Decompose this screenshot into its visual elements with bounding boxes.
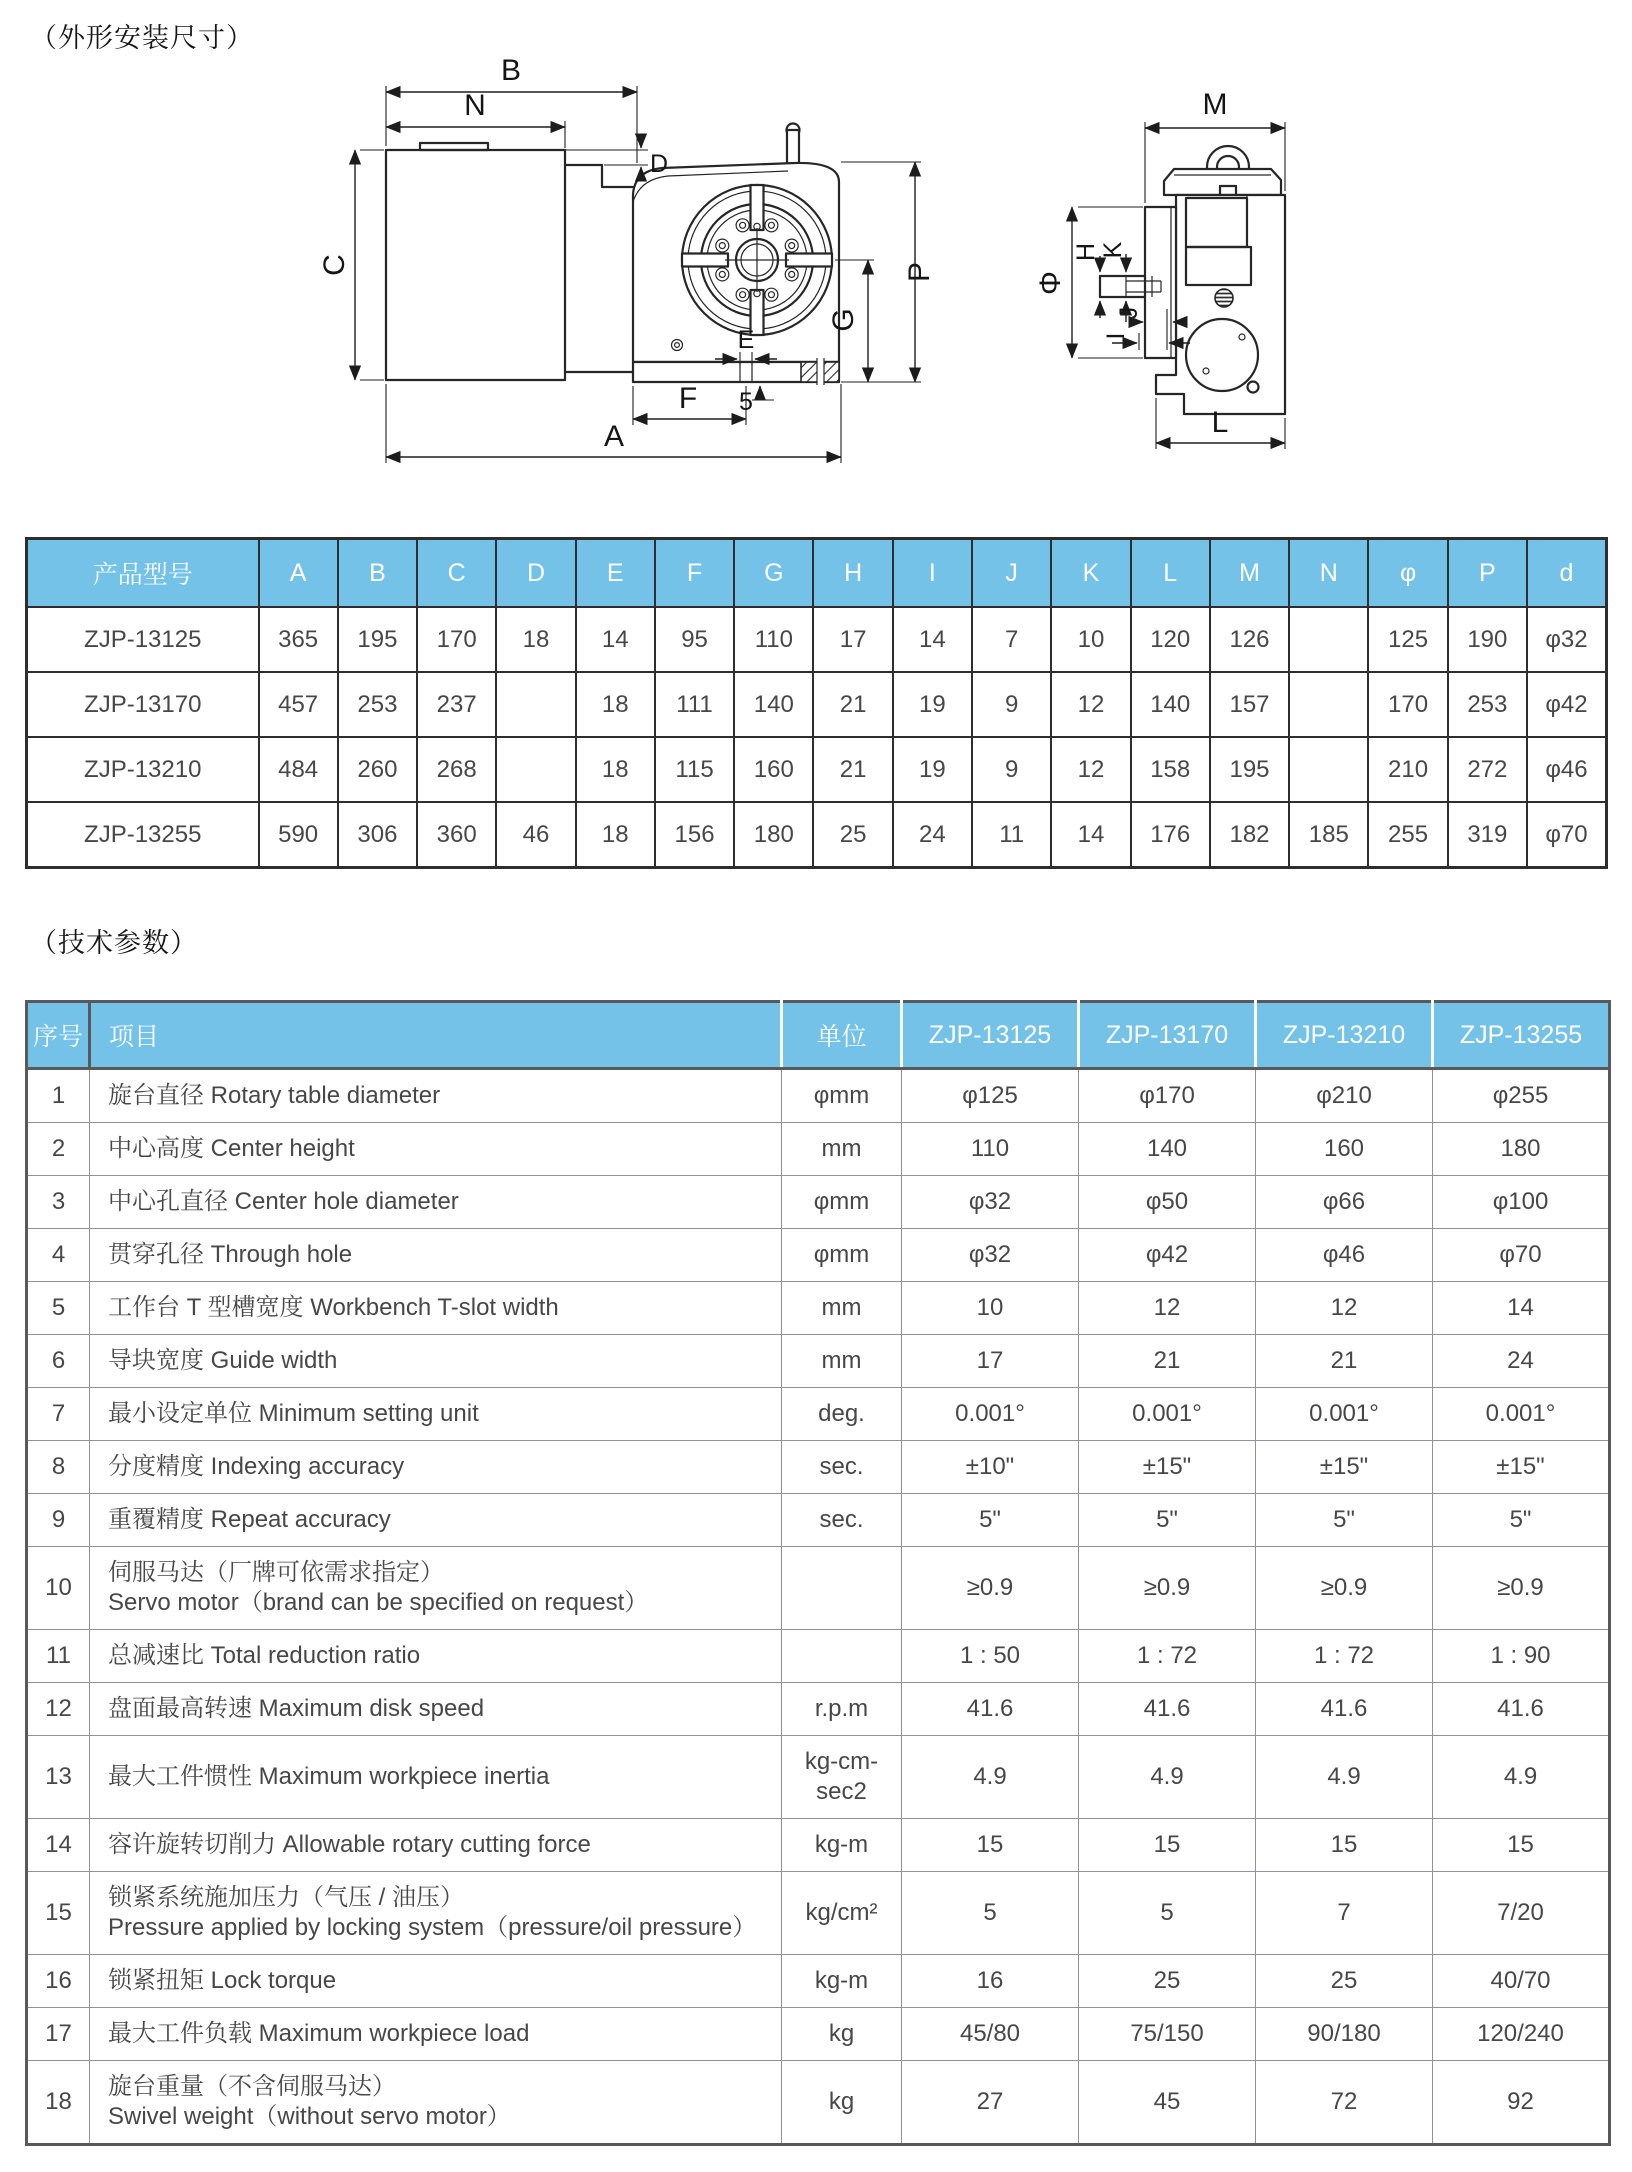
- dim-value-cell: 18: [576, 802, 655, 868]
- dim-table-row: [27, 672, 1607, 737]
- dim-label-b: B: [500, 54, 522, 87]
- outline-installation-drawing: [0, 0, 1632, 532]
- dim-value-cell: 120: [1131, 607, 1210, 672]
- param-no-cell: 17: [27, 2008, 90, 2061]
- param-no-cell: 4: [27, 1229, 90, 1282]
- dim-value-cell: 17: [813, 607, 892, 672]
- param-table-row: [27, 1229, 1610, 1282]
- rotary-table-face: [682, 185, 832, 335]
- param-item-line1: 重覆精度 Repeat accuracy: [108, 1506, 391, 1533]
- param-value-cell: 5": [1433, 1494, 1610, 1547]
- param-value-cell: 41.6: [1256, 1683, 1433, 1736]
- param-table-row: [27, 1683, 1610, 1736]
- dim-value-cell: 7: [972, 607, 1051, 672]
- param-value-cell: 4.9: [1079, 1736, 1256, 1819]
- param-value-cell: 15: [1079, 1819, 1256, 1872]
- dim-header-letter: J: [972, 539, 1051, 608]
- dim-label-n: N: [464, 89, 486, 122]
- param-item-cell: [90, 1069, 782, 1123]
- dim-header-letter: A: [259, 539, 338, 608]
- param-value-cell: φ32: [902, 1176, 1079, 1229]
- param-no-cell: 12: [27, 1683, 90, 1736]
- param-value-cell: φ125: [902, 1069, 1079, 1123]
- dim-value-cell: φ42: [1527, 672, 1607, 737]
- param-no-cell: 14: [27, 1819, 90, 1872]
- param-item-line1: 旋台直径 Rotary table diameter: [108, 1082, 441, 1109]
- param-item-cell: [90, 1955, 782, 2008]
- dim-value-cell: 21: [813, 672, 892, 737]
- param-value-cell: ±15": [1256, 1441, 1433, 1494]
- param-value-cell: 41.6: [1079, 1683, 1256, 1736]
- param-unit-cell: φmm: [782, 1069, 902, 1123]
- dim-table-header-row: [27, 539, 1607, 608]
- param-value-cell: 16: [902, 1955, 1079, 2008]
- param-value-cell: 45: [1079, 2061, 1256, 2145]
- param-no-cell: 6: [27, 1335, 90, 1388]
- param-value-cell: 160: [1256, 1123, 1433, 1176]
- param-value-cell: 5": [1079, 1494, 1256, 1547]
- dim-value-cell: 110: [734, 607, 813, 672]
- dim-value-cell: 268: [417, 737, 496, 802]
- dim-header-letter: M: [1210, 539, 1289, 608]
- param-value-cell: 15: [1433, 1819, 1610, 1872]
- param-no-cell: 1: [27, 1069, 90, 1123]
- model-name-cell: ZJP-13210: [27, 737, 259, 802]
- param-value-cell: 4.9: [1256, 1736, 1433, 1819]
- dim-value-cell: 19: [893, 737, 972, 802]
- side-view: [1034, 88, 1285, 449]
- dim-value-cell: 18: [576, 672, 655, 737]
- dim-value-cell: 11: [972, 802, 1051, 868]
- param-item-line1: 中心孔直径 Center hole diameter: [108, 1188, 459, 1215]
- dim-value-cell: 18: [576, 737, 655, 802]
- param-value-cell: ≥0.9: [1079, 1547, 1256, 1630]
- param-value-cell: 7/20: [1433, 1872, 1610, 1955]
- dim-label-i: I: [1102, 332, 1130, 340]
- param-value-cell: 41.6: [1433, 1683, 1610, 1736]
- dim-value-cell: 19: [893, 672, 972, 737]
- param-unit-cell: kg/cm²: [782, 1872, 902, 1955]
- dim-value-cell: 24: [893, 802, 972, 868]
- param-item-line1: 总减速比 Total reduction ratio: [108, 1642, 421, 1669]
- dim-value-cell: 126: [1210, 607, 1289, 672]
- param-item-cell: [90, 1819, 782, 1872]
- param-no-cell: 2: [27, 1123, 90, 1176]
- param-table-row: [27, 1955, 1610, 2008]
- param-value-cell: 4.9: [1433, 1736, 1610, 1819]
- dim-label-l: L: [1211, 406, 1229, 439]
- outline-dimensions-title: （外形安装尺寸）: [30, 23, 254, 53]
- dim-value-cell: [1289, 607, 1368, 672]
- param-unit-cell: sec.: [782, 1494, 902, 1547]
- param-table-row: [27, 1441, 1610, 1494]
- param-value-cell: 1 : 72: [1079, 1630, 1256, 1683]
- param-no-cell: 18: [27, 2061, 90, 2145]
- dim-value-cell: 272: [1448, 737, 1527, 802]
- dim-header-letter: F: [655, 539, 734, 608]
- param-unit-cell: kg-m: [782, 1819, 902, 1872]
- param-no-cell: 7: [27, 1388, 90, 1441]
- dim-value-cell: 21: [813, 737, 892, 802]
- dim-value-cell: [496, 672, 575, 737]
- param-no-cell: 15: [27, 1872, 90, 1955]
- param-item-cell: [90, 1123, 782, 1176]
- param-item-cell: [90, 1335, 782, 1388]
- param-unit-cell: φmm: [782, 1176, 902, 1229]
- param-item-line1: 锁紧扭矩 Lock torque: [108, 1967, 337, 1994]
- param-item-cell: [90, 2008, 782, 2061]
- param-value-cell: 5: [1079, 1872, 1256, 1955]
- dim-header-letter: C: [417, 539, 496, 608]
- dim-value-cell: 158: [1131, 737, 1210, 802]
- param-table-row: [27, 1069, 1610, 1123]
- dim-label-p: P: [903, 261, 936, 283]
- param-table-row: [27, 1872, 1610, 1955]
- dim-value-cell: 210: [1368, 737, 1447, 802]
- dim-value-cell: 170: [1368, 672, 1447, 737]
- param-header-model: ZJP-13170: [1079, 1002, 1256, 1069]
- dim-value-cell: 12: [1051, 737, 1130, 802]
- dim-value-cell: 157: [1210, 672, 1289, 737]
- param-unit-cell: deg.: [782, 1388, 902, 1441]
- param-item-line1: 导块宽度 Guide width: [108, 1347, 338, 1374]
- param-unit-cell: [782, 1630, 902, 1683]
- param-item-line1: 最大工件负载 Maximum workpiece load: [108, 2020, 530, 2047]
- param-value-cell: 5: [902, 1872, 1079, 1955]
- param-value-cell: ±15": [1433, 1441, 1610, 1494]
- dim-header-letter: E: [576, 539, 655, 608]
- param-value-cell: 140: [1079, 1123, 1256, 1176]
- dim-value-cell: 46: [496, 802, 575, 868]
- param-item-line1: 最大工件惯性 Maximum workpiece inertia: [108, 1763, 550, 1790]
- param-value-cell: 0.001°: [902, 1388, 1079, 1441]
- param-value-cell: 21: [1079, 1335, 1256, 1388]
- param-value-cell: 72: [1256, 2061, 1433, 2145]
- param-item-cell: [90, 2061, 782, 2145]
- dim-value-cell: 25: [813, 802, 892, 868]
- dim-label-phi: Φ: [1034, 271, 1067, 295]
- param-header-model: ZJP-13125: [902, 1002, 1079, 1069]
- param-value-cell: ≥0.9: [902, 1547, 1079, 1630]
- param-value-cell: 180: [1433, 1123, 1610, 1176]
- param-value-cell: 41.6: [902, 1683, 1079, 1736]
- param-no-cell: 5: [27, 1282, 90, 1335]
- dim-value-cell: 190: [1448, 607, 1527, 672]
- dim-header-letter: D: [496, 539, 575, 608]
- param-header-model: ZJP-13210: [1256, 1002, 1433, 1069]
- param-value-cell: ≥0.9: [1256, 1547, 1433, 1630]
- param-unit-cell: mm: [782, 1123, 902, 1176]
- dim-label-a: A: [603, 420, 625, 453]
- dim-header-letter: L: [1131, 539, 1210, 608]
- dimension-table: [25, 537, 1608, 869]
- dim-value-cell: 95: [655, 607, 734, 672]
- param-item-line1: 旋台重量（不含伺服马达）: [108, 2073, 396, 2100]
- model-name-cell: ZJP-13255: [27, 802, 259, 868]
- param-value-cell: 7: [1256, 1872, 1433, 1955]
- param-table-row: [27, 1335, 1610, 1388]
- param-no-cell: 3: [27, 1176, 90, 1229]
- param-item-line1: 锁紧系统施加压力（气压 / 油压）: [108, 1884, 465, 1911]
- param-value-cell: φ170: [1079, 1069, 1256, 1123]
- param-value-cell: φ70: [1433, 1229, 1610, 1282]
- dim-label-h: H: [1072, 242, 1100, 262]
- param-value-cell: 120/240: [1433, 2008, 1610, 2061]
- param-value-cell: 10: [902, 1282, 1079, 1335]
- dim-value-cell: [1289, 672, 1368, 737]
- dim-value-cell: 156: [655, 802, 734, 868]
- param-value-cell: 1 : 72: [1256, 1630, 1433, 1683]
- param-value-cell: 15: [902, 1819, 1079, 1872]
- param-table-row: [27, 2008, 1610, 2061]
- param-table-row: [27, 1736, 1610, 1819]
- param-item-cell: [90, 1229, 782, 1282]
- param-table-row: [27, 1388, 1610, 1441]
- param-unit-cell: sec.: [782, 1441, 902, 1494]
- param-value-cell: 0.001°: [1433, 1388, 1610, 1441]
- dim-value-cell: φ46: [1527, 737, 1607, 802]
- dim-value-cell: 14: [576, 607, 655, 672]
- param-header-item: 项目: [90, 1002, 782, 1069]
- dim-value-cell: 185: [1289, 802, 1368, 868]
- dim-value-cell: 125: [1368, 607, 1447, 672]
- dim-header-letter: N: [1289, 539, 1368, 608]
- param-no-cell: 10: [27, 1547, 90, 1630]
- dim-label-5: 5: [739, 388, 753, 416]
- param-value-cell: 12: [1079, 1282, 1256, 1335]
- dim-value-cell: 180: [734, 802, 813, 868]
- dim-table-row: [27, 737, 1607, 802]
- param-value-cell: 110: [902, 1123, 1079, 1176]
- dim-value-cell: [496, 737, 575, 802]
- dim-header-letter: B: [338, 539, 417, 608]
- dim-header-letter: φ: [1368, 539, 1447, 608]
- param-value-cell: 40/70: [1433, 1955, 1610, 2008]
- dim-value-cell: 140: [734, 672, 813, 737]
- param-value-cell: 90/180: [1256, 2008, 1433, 2061]
- dim-label-e: E: [737, 326, 755, 354]
- param-item-line1: 分度精度 Indexing accuracy: [108, 1453, 405, 1480]
- param-item-line1: 贯穿孔径 Through hole: [108, 1241, 353, 1268]
- param-item-line2: Servo motor（brand can be specified on request）: [108, 1589, 649, 1616]
- param-table-row: [27, 1282, 1610, 1335]
- param-value-cell: ≥0.9: [1433, 1547, 1610, 1630]
- dim-value-cell: 237: [417, 672, 496, 737]
- dim-label-c: C: [318, 254, 351, 276]
- dim-table-row: [27, 607, 1607, 672]
- param-item-cell: [90, 1736, 782, 1819]
- param-value-cell: 21: [1256, 1335, 1433, 1388]
- dim-value-cell: 14: [1051, 802, 1130, 868]
- param-value-cell: 1 : 90: [1433, 1630, 1610, 1683]
- param-value-cell: 4.9: [902, 1736, 1079, 1819]
- param-value-cell: 0.001°: [1256, 1388, 1433, 1441]
- dim-value-cell: φ70: [1527, 802, 1607, 868]
- dim-value-cell: 306: [338, 802, 417, 868]
- dim-value-cell: 360: [417, 802, 496, 868]
- param-value-cell: 5": [1256, 1494, 1433, 1547]
- param-item-line1: 盘面最高转速 Maximum disk speed: [108, 1695, 485, 1722]
- param-unit-cell: kg-m: [782, 1955, 902, 2008]
- param-unit-cell: r.p.m: [782, 1683, 902, 1736]
- param-item-line1: 最小设定单位 Minimum setting unit: [108, 1400, 479, 1427]
- param-item-cell: [90, 1282, 782, 1335]
- param-item-line2: Pressure applied by locking system（pressure/oil pressure）: [108, 1914, 757, 1941]
- param-value-cell: 15: [1256, 1819, 1433, 1872]
- dim-value-cell: 18: [496, 607, 575, 672]
- parameters-table: [25, 1000, 1611, 2146]
- param-value-cell: 27: [902, 2061, 1079, 2145]
- dim-value-cell: 115: [655, 737, 734, 802]
- dim-value-cell: 319: [1448, 802, 1527, 868]
- param-item-line1: 工作台 T 型槽宽度 Workbench T-slot width: [108, 1294, 559, 1321]
- param-value-cell: 45/80: [902, 2008, 1079, 2061]
- dim-value-cell: 590: [259, 802, 338, 868]
- dim-label-g: G: [827, 308, 860, 332]
- param-value-cell: 25: [1256, 1955, 1433, 2008]
- dim-value-cell: 10: [1051, 607, 1130, 672]
- dim-label-k: K: [1099, 241, 1127, 259]
- param-value-cell: φ46: [1256, 1229, 1433, 1282]
- param-item-line1: 伺服马达（厂牌可依需求指定）: [108, 1559, 444, 1586]
- param-unit-cell: mm: [782, 1282, 902, 1335]
- param-no-cell: 8: [27, 1441, 90, 1494]
- param-value-cell: φ32: [902, 1229, 1079, 1282]
- param-unit-cell: [782, 1547, 902, 1630]
- param-unit-cell: mm: [782, 1335, 902, 1388]
- param-item-line1: 容许旋转切削力 Allowable rotary cutting force: [108, 1831, 591, 1858]
- param-value-cell: 24: [1433, 1335, 1610, 1388]
- front-view: [318, 54, 936, 463]
- param-value-cell: 0.001°: [1079, 1388, 1256, 1441]
- dim-value-cell: 170: [417, 607, 496, 672]
- param-item-line1: 中心高度 Center height: [108, 1135, 355, 1162]
- param-table-row: [27, 1819, 1610, 1872]
- param-item-cell: [90, 1176, 782, 1229]
- model-name-cell: ZJP-13170: [27, 672, 259, 737]
- dim-value-cell: 195: [338, 607, 417, 672]
- dim-table-row: [27, 802, 1607, 868]
- dim-value-cell: 176: [1131, 802, 1210, 868]
- param-value-cell: 12: [1256, 1282, 1433, 1335]
- dim-value-cell: 9: [972, 737, 1051, 802]
- dim-value-cell: 9: [972, 672, 1051, 737]
- param-item-cell: [90, 1683, 782, 1736]
- param-value-cell: φ100: [1433, 1176, 1610, 1229]
- dim-header-letter: I: [893, 539, 972, 608]
- dim-value-cell: φ32: [1527, 607, 1607, 672]
- dim-header-letter: H: [813, 539, 892, 608]
- dim-value-cell: 182: [1210, 802, 1289, 868]
- param-table-header-row: [27, 1002, 1610, 1069]
- param-header-no: 序号: [27, 1002, 90, 1069]
- param-value-cell: 25: [1079, 1955, 1256, 2008]
- dim-header-letter: K: [1051, 539, 1130, 608]
- dim-header-model: 产品型号: [27, 539, 259, 608]
- param-value-cell: 1 : 50: [902, 1630, 1079, 1683]
- param-no-cell: 9: [27, 1494, 90, 1547]
- param-unit-cell: kg-cm-sec2: [782, 1736, 902, 1819]
- param-value-cell: ±15": [1079, 1441, 1256, 1494]
- dim-value-cell: 365: [259, 607, 338, 672]
- param-no-cell: 16: [27, 1955, 90, 2008]
- param-value-cell: ±10": [902, 1441, 1079, 1494]
- dim-value-cell: 457: [259, 672, 338, 737]
- param-unit-cell: kg: [782, 2061, 902, 2145]
- param-value-cell: 5": [902, 1494, 1079, 1547]
- dim-value-cell: 255: [1368, 802, 1447, 868]
- param-value-cell: φ255: [1433, 1069, 1610, 1123]
- param-value-cell: 14: [1433, 1282, 1610, 1335]
- dim-value-cell: 253: [1448, 672, 1527, 737]
- param-unit-cell: φmm: [782, 1229, 902, 1282]
- param-item-cell: [90, 1547, 782, 1630]
- dim-value-cell: 160: [734, 737, 813, 802]
- dim-label-j: J: [1115, 306, 1143, 320]
- technical-parameters-title: （技术参数）: [30, 928, 198, 958]
- dim-label-m: M: [1202, 88, 1228, 121]
- param-item-cell: [90, 1441, 782, 1494]
- param-table-row: [27, 2061, 1610, 2145]
- dim-value-cell: 260: [338, 737, 417, 802]
- model-name-cell: ZJP-13125: [27, 607, 259, 672]
- param-header-model: ZJP-13255: [1433, 1002, 1610, 1069]
- param-value-cell: φ50: [1079, 1176, 1256, 1229]
- param-value-cell: φ66: [1256, 1176, 1433, 1229]
- dim-value-cell: 195: [1210, 737, 1289, 802]
- param-value-cell: φ210: [1256, 1069, 1433, 1123]
- param-value-cell: 75/150: [1079, 2008, 1256, 2061]
- dim-value-cell: 484: [259, 737, 338, 802]
- dim-value-cell: 111: [655, 672, 734, 737]
- param-item-cell: [90, 1388, 782, 1441]
- param-header-unit: 单位: [782, 1002, 902, 1069]
- dim-header-letter: d: [1527, 539, 1607, 608]
- param-table-row: [27, 1123, 1610, 1176]
- param-value-cell: 17: [902, 1335, 1079, 1388]
- dim-header-letter: G: [734, 539, 813, 608]
- param-no-cell: 11: [27, 1630, 90, 1683]
- param-no-cell: 13: [27, 1736, 90, 1819]
- param-table-row: [27, 1630, 1610, 1683]
- param-table-row: [27, 1176, 1610, 1229]
- dim-value-cell: 12: [1051, 672, 1130, 737]
- param-item-cell: [90, 1494, 782, 1547]
- dim-value-cell: [1289, 737, 1368, 802]
- param-table-row: [27, 1494, 1610, 1547]
- dim-label-f: F: [678, 382, 698, 415]
- param-value-cell: 92: [1433, 2061, 1610, 2145]
- dim-value-cell: 14: [893, 607, 972, 672]
- dim-header-letter: P: [1448, 539, 1527, 608]
- param-item-cell: [90, 1872, 782, 1955]
- dim-value-cell: 253: [338, 672, 417, 737]
- dim-value-cell: 140: [1131, 672, 1210, 737]
- param-item-cell: [90, 1630, 782, 1683]
- param-unit-cell: kg: [782, 2008, 902, 2061]
- param-item-line2: Swivel weight（without servo motor）: [108, 2103, 511, 2130]
- dim-label-d: D: [650, 150, 669, 178]
- param-value-cell: φ42: [1079, 1229, 1256, 1282]
- param-table-row: [27, 1547, 1610, 1630]
